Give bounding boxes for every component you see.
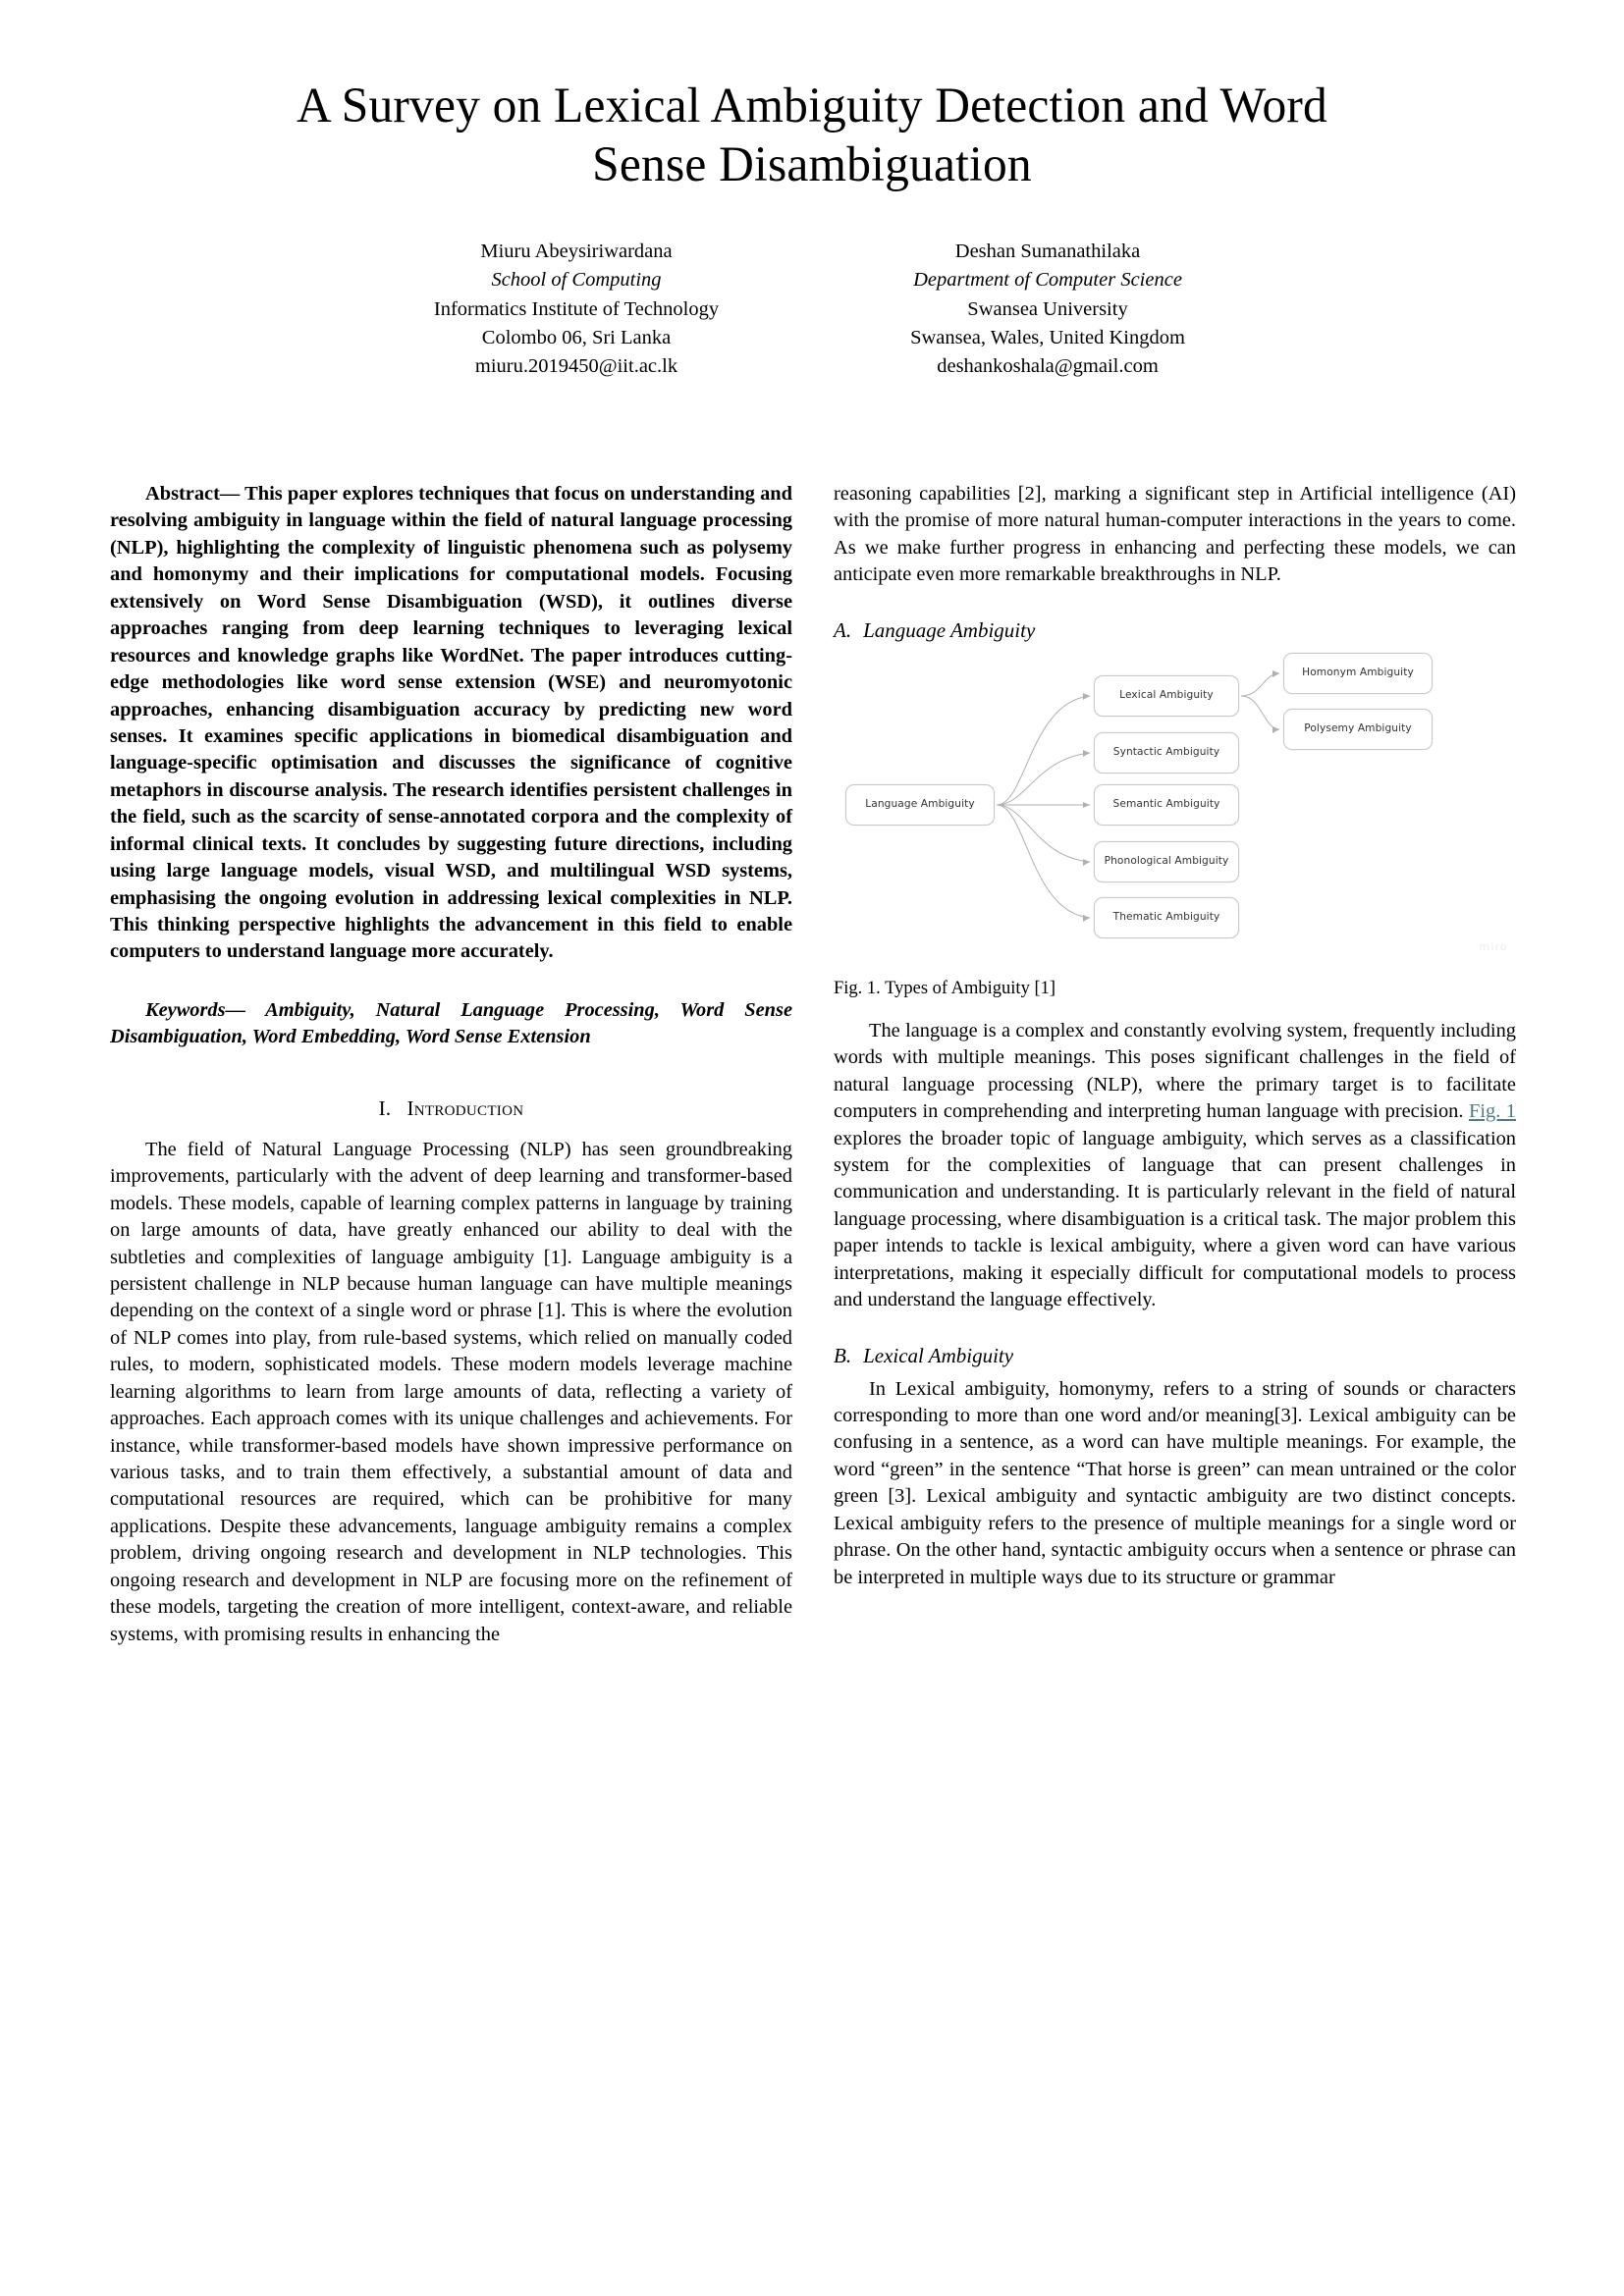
mindmap-node-lexical-ambiguity[interactable] — [1094, 675, 1239, 717]
author-entry-1 — [341, 238, 812, 381]
edge-lexical-homonym — [1241, 673, 1279, 696]
edge-root-lexical — [997, 696, 1090, 805]
figure-1-crossref-link[interactable]: Fig. 1 — [1469, 1100, 1517, 1123]
edge-lexical-polysemy — [1241, 696, 1279, 729]
subsection-letter: B. — [834, 1343, 852, 1367]
author-email[interactable]: miuru.2019450@iit.ac.lk — [474, 354, 678, 377]
arrow-root-thematic — [1083, 915, 1090, 922]
author-location: Colombo 06, Sri Lanka — [481, 326, 672, 348]
mindmap-node-language-ambiguity[interactable] — [845, 784, 995, 826]
page-title: A Survey on Lexical Ambiguity Detection and Word Sense Disambiguation — [297, 79, 1327, 193]
author-email[interactable]: deshankoshala@gmail.com — [937, 354, 1159, 377]
edge-root-thematic — [997, 805, 1090, 918]
introduction-paragraph-continued: reasoning capabilities [2], marking a significant step in Artificial intelligence (AI) with the promise of more natural human-computer interactions in the years to come. As we make further progress in enhancing and perfecting these models, we can anticipate even more remarkable breakthroughs in NLP. — [834, 483, 1516, 586]
node-label: Thematic Ambiguity — [1112, 910, 1220, 923]
paragraph-text-before-link: The language is a complex and constantly evolving system, frequently including words with multiple meanings. This poses significant challenges in the field of natural language processing (NLP), where the primary target is to facilitate computers in comprehending and interpreting human language with precision. — [834, 1019, 1516, 1123]
figure-1 — [834, 653, 1516, 967]
paragraph-text-after-link: explores the broader topic of language ambiguity, which serves as a classification system for the complexities of language that can present challenges in communication and understanding. It is particularly relevant in the field of natural language processing, where disambiguation is a critical task. The major problem this paper intends to tackle is lexical ambiguity, where a given word can have various interpretations, making it especially difficult for computational models to process and understand the language effectively. — [834, 1127, 1516, 1311]
node-label: Language Ambiguity — [865, 797, 975, 810]
arrow-root-lexical — [1083, 693, 1090, 700]
arrow-root-syntactic — [1083, 750, 1090, 757]
node-label: Phonological Ambiguity — [1104, 854, 1229, 867]
section-heading-introduction — [110, 1096, 792, 1121]
mindmap-node-polysemy-ambiguity[interactable] — [1283, 709, 1433, 750]
mindmap-node-semantic-ambiguity[interactable] — [1094, 784, 1239, 826]
section-numeral: I. — [378, 1095, 392, 1120]
mindmap-node-homonym-ambiguity[interactable] — [1283, 653, 1433, 694]
language-ambiguity-paragraph — [834, 1018, 1516, 1314]
subsection-letter: A. — [834, 617, 852, 642]
edge-root-syntactic — [997, 753, 1090, 805]
mindmap-node-syntactic-ambiguity[interactable] — [1094, 732, 1239, 774]
column-left — [110, 481, 792, 1648]
subsection-title: Language Ambiguity — [863, 617, 1036, 642]
node-label: Polysemy Ambiguity — [1304, 721, 1412, 734]
keywords-text: Ambiguity, Natural Language Processing, Word Sense Disambiguation, Word Embedding, Word Sense Extension — [110, 998, 792, 1048]
node-label: Lexical Ambiguity — [1119, 688, 1214, 701]
subsection-heading-language-ambiguity — [834, 618, 1516, 643]
body-columns — [110, 481, 1516, 1648]
section-title: Introduction — [406, 1095, 524, 1120]
author-name: Deshan Sumanathilaka — [954, 240, 1141, 263]
author-location: Swansea, Wales, United Kingdom — [910, 326, 1185, 348]
node-label: Syntactic Ambiguity — [1112, 745, 1220, 758]
abstract-text: This paper explores techniques that focus on understanding and resolving ambiguity in language within the field of natural language processing (NLP), highlighting the complexity of linguistic phenomena such as polysemy and homonymy and their implications for computational models. Focusing extensively on Word Sense Disambiguation (WSD), it outlines diverse approaches ranging from deep learning techniques to leveraging lexical resources and knowledge graphs like WordNet. The paper introduces cutting-edge methodologies like word sense extension (WSE) and neuromyotonic approaches, enhancing disambiguation accuracy by predicting new word senses. It examines specific applications in biomedical disambiguation and language-specific optimisation and discusses the significance of cognitive metaphors in discourse analysis. The research identifies persistent challenges in the field, such as the scarcity of sense-annotated corpora and the complexity of informal clinical texts. It concludes by suggesting future directions, including using large language models, visual WSD, and multilingual WSD systems, emphasising the ongoing evolution in addressing lexical complexities in NLP. This thinking perspective highlights the advancement in this field to enable computers to understand language more accurately. — [110, 483, 792, 963]
column-right — [834, 481, 1516, 1648]
mindmap-diagram — [834, 653, 1516, 967]
keywords-label: Keywords— — [145, 998, 245, 1021]
abstract-label: Abstract— — [145, 483, 241, 505]
figure-caption: Fig. 1. Types of Ambiguity [1] — [834, 978, 1056, 998]
author-organization: Swansea University — [967, 297, 1128, 320]
lexical-ambiguity-paragraph: In Lexical ambiguity, homonymy, refers to a string of sounds or characters corresponding to more than one word and/or meaning[3]. Lexical ambiguity can be confusing in a sentence, as a word can have multiple meanings. For example, the word “green” in the sentence “That horse is green” can mean untrained or the color green [3]. Lexical ambiguity and syntactic ambiguity are two distinct concepts. Lexical ambiguity refers to the presence of multiple meanings for a single word or phrase. On the other hand, syntactic ambiguity occurs when a sentence or phrase can be interpreted in multiple ways due to its structure or grammar — [834, 1377, 1516, 1588]
miro-watermark: miro — [1479, 939, 1508, 953]
node-label: Homonym Ambiguity — [1302, 666, 1414, 678]
node-label: Semantic Ambiguity — [1112, 797, 1220, 810]
author-entry-2 — [812, 238, 1283, 381]
author-department: School of Computing — [491, 269, 662, 292]
arrow-lexical-polysemy — [1272, 726, 1279, 733]
arrow-lexical-homonym — [1272, 670, 1279, 677]
introduction-paragraph: The field of Natural Language Processing (NLP) has seen groundbreaking improvements, particularly with the advent of deep learning and transformer-based models. These models, capable of learning complex patterns in language by training on large amounts of data, have greatly enhanced our ability to deal with the subtleties and complexities of language ambiguity [1]. Language ambiguity is a persistent challenge in NLP because human language can have multiple meanings depending on the context of a single word or phrase [1]. This is where the evolution of NLP comes into play, from rule-based systems, which relied on manually coded rules, to modern, sophisticated models. These modern models leverage machine learning algorithms to learn from large amounts of data, reflecting a variety of approaches. Each approach comes with its unique challenges and achievements. For instance, while transformer-based models have shown impressive performance on various tasks, and to train them effectively, a substantial amount of data and computational resources are required, which can be prohibitive for many applications. Despite these advancements, language ambiguity remains a complex problem, driving ongoing research and development in NLP technologies. This ongoing research and development in NLP are focusing more on the refinement of these models, targeting the creation of more intelligent, context-aware, and reliable systems, with promising results in enhancing the — [110, 1138, 792, 1645]
arrow-root-phonological — [1083, 859, 1090, 866]
mindmap-node-phonological-ambiguity[interactable] — [1094, 841, 1239, 882]
author-organization: Informatics Institute of Technology — [433, 297, 720, 320]
mindmap-node-thematic-ambiguity[interactable] — [1094, 897, 1239, 938]
title-block — [0, 0, 1624, 194]
subsection-title: Lexical Ambiguity — [863, 1343, 1014, 1367]
abstract-paragraph — [110, 481, 792, 966]
author-name: Miuru Abeysiriwardana — [480, 240, 673, 263]
subsection-heading-lexical-ambiguity — [834, 1344, 1516, 1368]
keywords-paragraph — [110, 997, 792, 1051]
author-department: Department of Computer Science — [913, 269, 1182, 292]
author-block — [0, 238, 1624, 381]
arrow-root-semantic — [1083, 802, 1090, 808]
